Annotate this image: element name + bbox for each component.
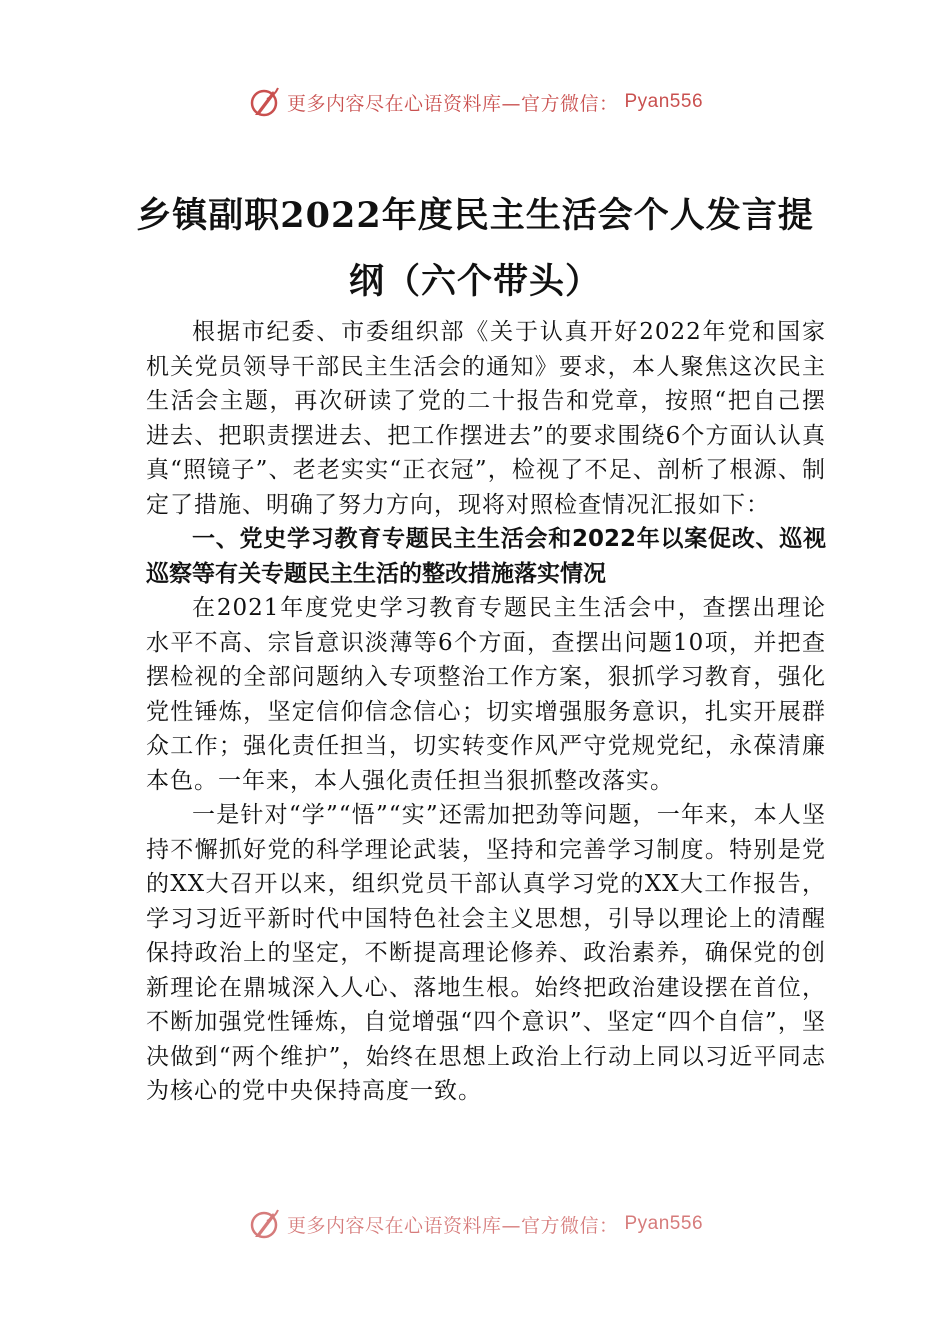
- section-heading-1: 一、党史学习教育专题民主生活会和2022年以案促改、巡视巡察等有关专题民主生活的整改措施落实情况: [146, 526, 826, 587]
- footer-watermark: [0, 1206, 950, 1242]
- paragraph-intro: 根据市纪委、市委组织部《关于认真开好2022年党和国家机关党员领导干部民主生活会的通知》要求，本人聚焦这次民主生活会主题，再次研读了党的二十报告和党章，按照“把自己摆进去、把职责摆进去、把工作摆进去”的要求围绕6个方面认认真真“照镜子”、老老实实“正衣冠”，检视了不足、剖析了根源、制定了措施、明确了努力方向，现将对照检查情况汇报如下：: [146, 319, 826, 518]
- document-body: [146, 315, 826, 1109]
- watermark-wechat-id: Pyan556: [624, 1213, 704, 1234]
- watermark-text: 更多内容尽在心语资料库—官方微信：: [286, 1214, 619, 1237]
- document-title-line-1: 乡镇副职2022年度民主生活会个人发言提: [136, 195, 814, 236]
- paragraph-section-1-summary: 在2021年度党史学习教育专题民主生活会中，查摆出理论水平不高、宗旨意识淡薄等6个方面，查摆出问题10项，并把查摆检视的全部问题纳入专项整治工作方案，狠抓学习教育，强化党性锤炼，坚定信仰信念信心；切实增强服务意识，扎实开展群众工作；强化责任担当，切实转变作风严守党规党纪，永葆清廉本色。一年来，本人强化责任担当狠抓整改落实。: [146, 595, 826, 794]
- quill-logo-icon: [247, 1207, 281, 1241]
- paragraph-item-1: 一是针对“学”“悟”“实”还需加把劲等问题，一年来，本人坚持不懈抓好党的科学理论武装，坚持和完善学习制度。特别是党的XX大召开以来，组织党员干部认真学习党的XX大工作报告，学习习近平新时代中国特色社会主义思想，引导以理论上的清醒保持政治上的坚定，不断提高理论修养、政治素养，确保党的创新理论在鼎城深入人心、落地生根。始终把政治建设摆在首位，不断加强党性锤炼，自觉增强“四个意识”、坚定“四个自信”，坚决做到“两个维护”，始终在思想上政治上行动上同以习近平同志为核心的党中央保持高度一致。: [146, 802, 826, 1104]
- watermark-wechat-id: Pyan556: [624, 91, 704, 112]
- header-watermark: [0, 82, 950, 122]
- document-title-line-2: 纲（六个带头）: [348, 261, 601, 302]
- watermark-text: 更多内容尽在心语资料库—官方微信：: [286, 92, 619, 115]
- quill-logo-icon: [247, 85, 281, 119]
